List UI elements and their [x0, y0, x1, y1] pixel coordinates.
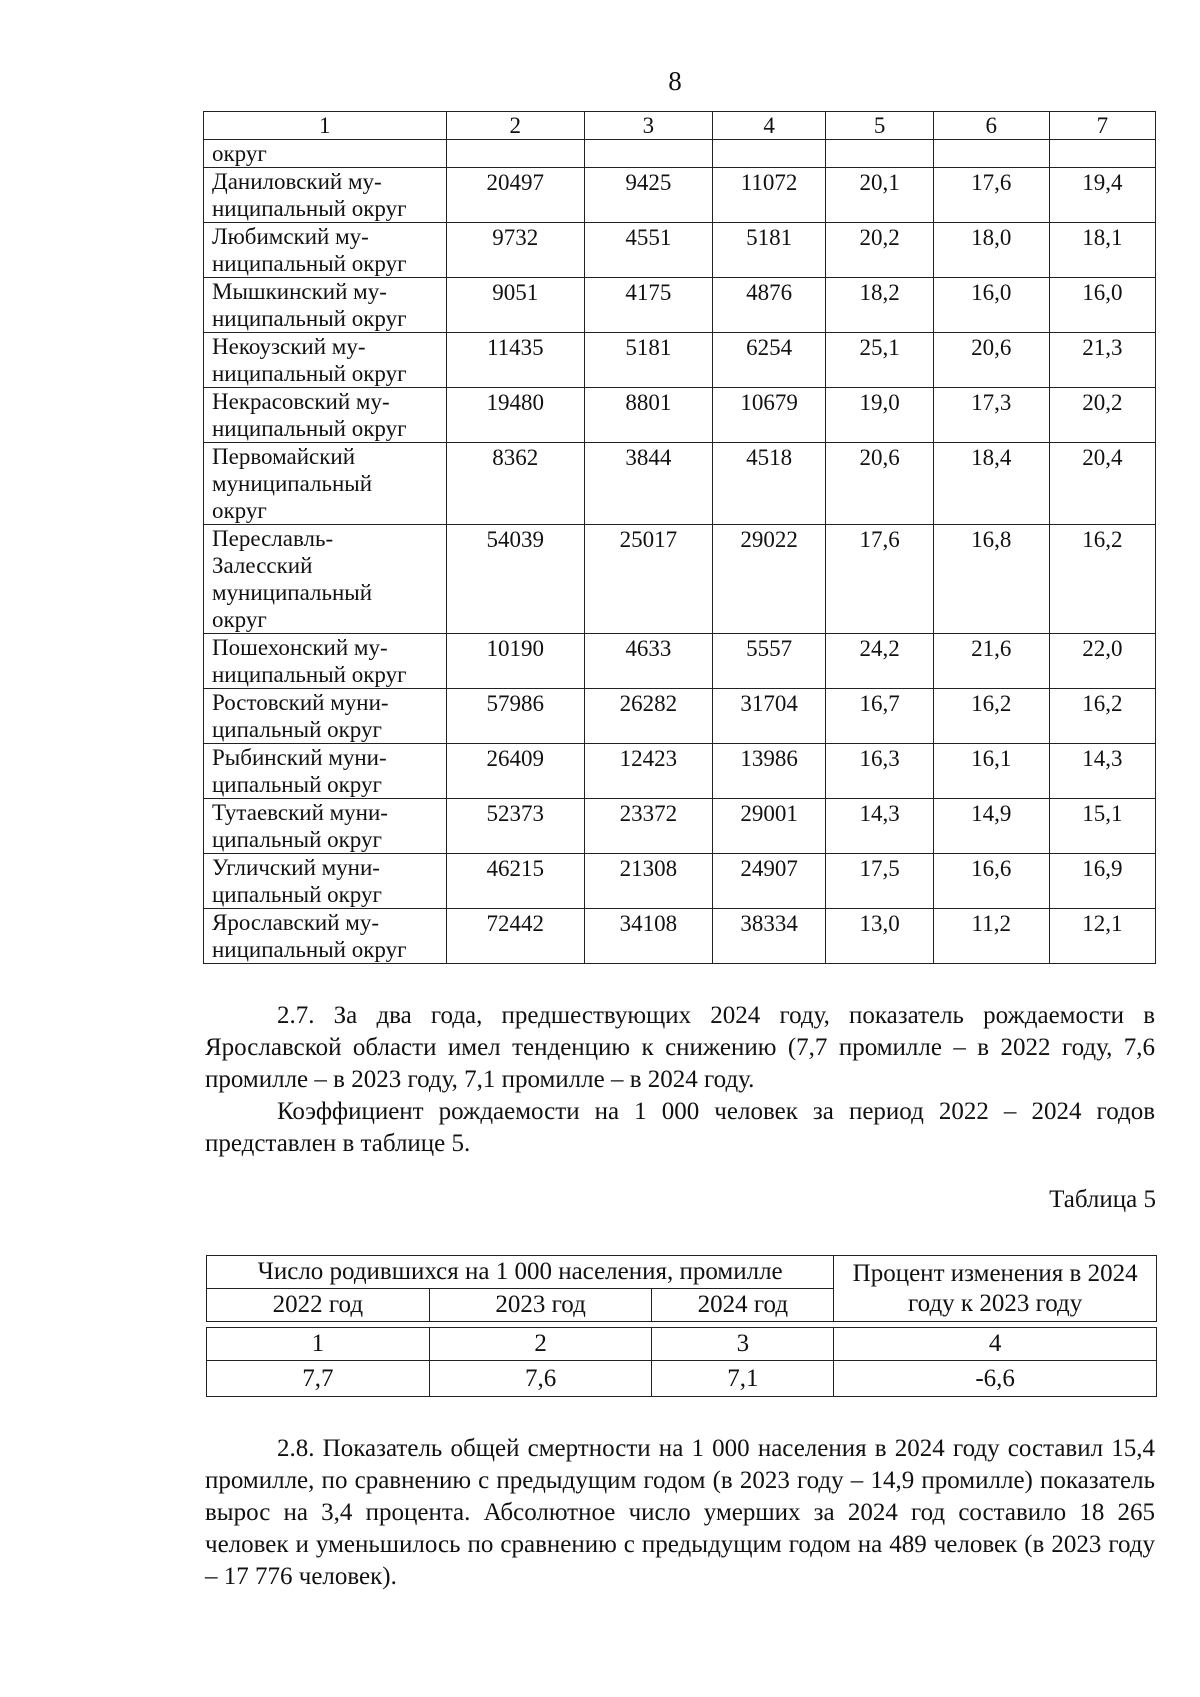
table-cell: 17,5 [826, 854, 933, 909]
table-cell: 4551 [585, 223, 713, 278]
table-cell: 9425 [585, 168, 713, 223]
table-cell: 15,1 [1049, 799, 1155, 854]
district-name-line: ниципальный округ [212, 416, 407, 441]
table-row [204, 278, 1156, 333]
district-name-line: муниципальный [212, 580, 373, 605]
table-cell: 20,1 [826, 168, 933, 223]
table5-year-2023: 2023 год [429, 1289, 652, 1322]
table-cell: 5181 [585, 333, 713, 388]
column-number-header: 1 [204, 112, 447, 140]
district-name-line: ципальный округ [212, 827, 382, 852]
table-row [204, 689, 1156, 744]
table-cell: 4518 [712, 443, 826, 525]
table-cell: 16,2 [1049, 689, 1155, 744]
table-cell: 19480 [446, 388, 584, 443]
table-cell: 52373 [446, 799, 584, 854]
table-cell: 14,9 [933, 799, 1049, 854]
table-cell: 26282 [585, 689, 713, 744]
table-cell: 20,6 [826, 443, 933, 525]
table-cell: 21,3 [1049, 333, 1155, 388]
table-cell: 13,0 [826, 909, 933, 964]
table-cell: 29001 [712, 799, 826, 854]
table-cell: 5557 [712, 634, 826, 689]
table-cell: 18,0 [933, 223, 1049, 278]
table-cell: 16,9 [1049, 854, 1155, 909]
district-name [204, 854, 447, 909]
table-row [204, 388, 1156, 443]
table-cell: 16,3 [826, 744, 933, 799]
table-cell: 38334 [712, 909, 826, 964]
table5-value-2024: 7,1 [652, 1361, 834, 1397]
table-cell: 25017 [585, 525, 713, 634]
district-name-line: Пошехонский му- [212, 635, 388, 660]
district-name-line: ниципальный округ [212, 361, 407, 386]
district-name-line: округ [212, 607, 267, 632]
district-name-line: ниципальный округ [212, 306, 407, 331]
column-number-header: 4 [712, 112, 826, 140]
district-name-line: ципальный округ [212, 772, 382, 797]
table-cell: 21,6 [933, 634, 1049, 689]
district-name-line: округ [212, 498, 267, 523]
birth-rate-table [206, 1255, 1157, 1397]
table-cell: 24907 [712, 854, 826, 909]
table5-value-2022: 7,7 [207, 1361, 430, 1397]
table-row [204, 799, 1156, 854]
table-cell: 8801 [585, 388, 713, 443]
table-cell: 16,0 [1049, 278, 1155, 333]
table5-col-number: 1 [207, 1328, 430, 1361]
paragraph-2-7: 2.7. За два года, предшествующих 2024 году, показатель рождаемости в Ярославской области имел тенденцию к снижению (7,7 промилле – в 2022 году, 7,6 промилле – в 2023 году, 7,1 промилле – в 2024 году. [205, 1002, 1155, 1093]
table-cell: 11,2 [933, 909, 1049, 964]
table-cell: 20,6 [933, 333, 1049, 388]
table-cell: 16,6 [933, 854, 1049, 909]
district-name [204, 333, 447, 388]
table-cell: 16,2 [1049, 525, 1155, 634]
district-name [204, 634, 447, 689]
district-name [204, 799, 447, 854]
district-name-line: Ярославский му- [212, 910, 379, 935]
page-number: 8 [668, 66, 682, 96]
table-cell: 3844 [585, 443, 713, 525]
column-number-header: 3 [585, 112, 713, 140]
table-cell: 17,6 [933, 168, 1049, 223]
empty-cell [933, 140, 1049, 168]
table-row [204, 223, 1156, 278]
district-name-line: ниципальный округ [212, 196, 407, 221]
table-cell: 10679 [712, 388, 826, 443]
district-name-line: Даниловский му- [212, 169, 382, 194]
district-name [204, 388, 447, 443]
table-cell: 9051 [446, 278, 584, 333]
table-cell: 18,2 [826, 278, 933, 333]
table-cell: 6254 [712, 333, 826, 388]
table-cell: 18,1 [1049, 223, 1155, 278]
table-row [204, 443, 1156, 525]
table-cell: 9732 [446, 223, 584, 278]
table-cell: 11072 [712, 168, 826, 223]
table-cell: 21308 [585, 854, 713, 909]
table-row [204, 744, 1156, 799]
table5-value-change: -6,6 [834, 1361, 1157, 1397]
table-cell: 12,1 [1049, 909, 1155, 964]
district-name-line: ниципальный округ [212, 662, 407, 687]
table-cell: 19,4 [1049, 168, 1155, 223]
district-name-line: Залесский [212, 553, 313, 578]
table-row [204, 909, 1156, 964]
table-cell: 26409 [446, 744, 584, 799]
district-name-line: Угличский муни- [212, 855, 380, 880]
table-cell: 13986 [712, 744, 826, 799]
table-cell: 19,0 [826, 388, 933, 443]
column-number-header: 7 [1049, 112, 1155, 140]
paragraph-2-8: 2.8. Показатель общей смертности на 1 000 населения в 2024 году составил 15,4 промилле, по сравнению с предыдущим годом (в 2023 году – 14,9 промилле) показатель вырос на 3,4 процента. Абсолютное число умерших за 2024 год составило 18 265 человек и уменьшилось по сравнению с предыдущим годом на 489 человек (в 2023 году – 17 776 человек). [205, 1435, 1155, 1590]
district-name: округ [204, 140, 447, 168]
table5-value-2023: 7,6 [429, 1361, 652, 1397]
district-name [204, 443, 447, 525]
table-cell: 4633 [585, 634, 713, 689]
table5-label: Таблица 5 [1049, 1186, 1156, 1213]
district-name [204, 278, 447, 333]
table-row [204, 333, 1156, 388]
table-row [204, 854, 1156, 909]
column-number-header: 2 [446, 112, 584, 140]
table5-group-header: Число родившихся на 1 000 населения, промилле [207, 1256, 834, 1289]
district-name-line: Тутаевский муни- [212, 800, 388, 825]
table-cell: 5181 [712, 223, 826, 278]
table-cell: 23372 [585, 799, 713, 854]
district-name-line: Ростовский муни- [212, 690, 389, 715]
table-cell: 31704 [712, 689, 826, 744]
table-cell: 24,2 [826, 634, 933, 689]
table-cell: 57986 [446, 689, 584, 744]
column-number-header: 5 [826, 112, 933, 140]
district-name [204, 223, 447, 278]
paragraph-birth-coefficient: Коэффициент рождаемости на 1 000 человек за период 2022 – 2024 годов представлен в таблице 5. [205, 1098, 1155, 1157]
empty-cell [585, 140, 713, 168]
table5-col-number: 3 [652, 1328, 834, 1361]
table-cell: 20,2 [1049, 388, 1155, 443]
table5-change-header: Процент изменения в 2024 году к 2023 году [834, 1256, 1157, 1322]
district-name [204, 168, 447, 223]
table-header-row [204, 112, 1156, 140]
table-cell: 54039 [446, 525, 584, 634]
empty-cell [826, 140, 933, 168]
district-name [204, 909, 447, 964]
district-name [204, 689, 447, 744]
table5-year-2022: 2022 год [207, 1289, 430, 1322]
population-table [203, 111, 1156, 964]
empty-cell [712, 140, 826, 168]
table-cell: 20497 [446, 168, 584, 223]
district-name-line: ципальный округ [212, 882, 382, 907]
table-row [204, 168, 1156, 223]
empty-cell [1049, 140, 1155, 168]
column-number-header: 6 [933, 112, 1049, 140]
table-cell: 18,4 [933, 443, 1049, 525]
district-name-line: ципальный округ [212, 717, 382, 742]
table-cell: 8362 [446, 443, 584, 525]
table5-col-number: 2 [429, 1328, 652, 1361]
district-name [204, 525, 447, 634]
district-name-line: муниципальный [212, 471, 373, 496]
table-cell: 14,3 [1049, 744, 1155, 799]
empty-cell [446, 140, 584, 168]
table-cell: 16,2 [933, 689, 1049, 744]
table-cell: 16,7 [826, 689, 933, 744]
table-row [204, 140, 1156, 168]
table-cell: 20,4 [1049, 443, 1155, 525]
district-name-line: Первомайский [212, 444, 355, 469]
table-cell: 4876 [712, 278, 826, 333]
district-name-line: Рыбинский муни- [212, 745, 387, 770]
table-cell: 16,1 [933, 744, 1049, 799]
table-row [204, 634, 1156, 689]
table-cell: 46215 [446, 854, 584, 909]
table-cell: 20,2 [826, 223, 933, 278]
table-cell: 14,3 [826, 799, 933, 854]
table-cell: 72442 [446, 909, 584, 964]
table-cell: 12423 [585, 744, 713, 799]
table-cell: 16,8 [933, 525, 1049, 634]
table-cell: 22,0 [1049, 634, 1155, 689]
table-cell: 4175 [585, 278, 713, 333]
table-row [204, 525, 1156, 634]
district-name-line: ниципальный округ [212, 937, 407, 962]
table-cell: 10190 [446, 634, 584, 689]
district-name-line: Любимский му- [212, 224, 369, 249]
table-cell: 17,6 [826, 525, 933, 634]
table5-col-number: 4 [834, 1328, 1157, 1361]
table-cell: 11435 [446, 333, 584, 388]
table-cell: 17,3 [933, 388, 1049, 443]
table-cell: 25,1 [826, 333, 933, 388]
table5-year-2024: 2024 год [652, 1289, 834, 1322]
table-cell: 16,0 [933, 278, 1049, 333]
district-name-line: Некрасовский му- [212, 389, 390, 414]
district-name-line: Мышкинский му- [212, 279, 387, 304]
table-cell: 34108 [585, 909, 713, 964]
district-name [204, 744, 447, 799]
district-name-line: ниципальный округ [212, 251, 407, 276]
district-name-line: Переславль- [212, 526, 334, 551]
district-name-line: Некоузский му- [212, 334, 366, 359]
table-cell: 29022 [712, 525, 826, 634]
